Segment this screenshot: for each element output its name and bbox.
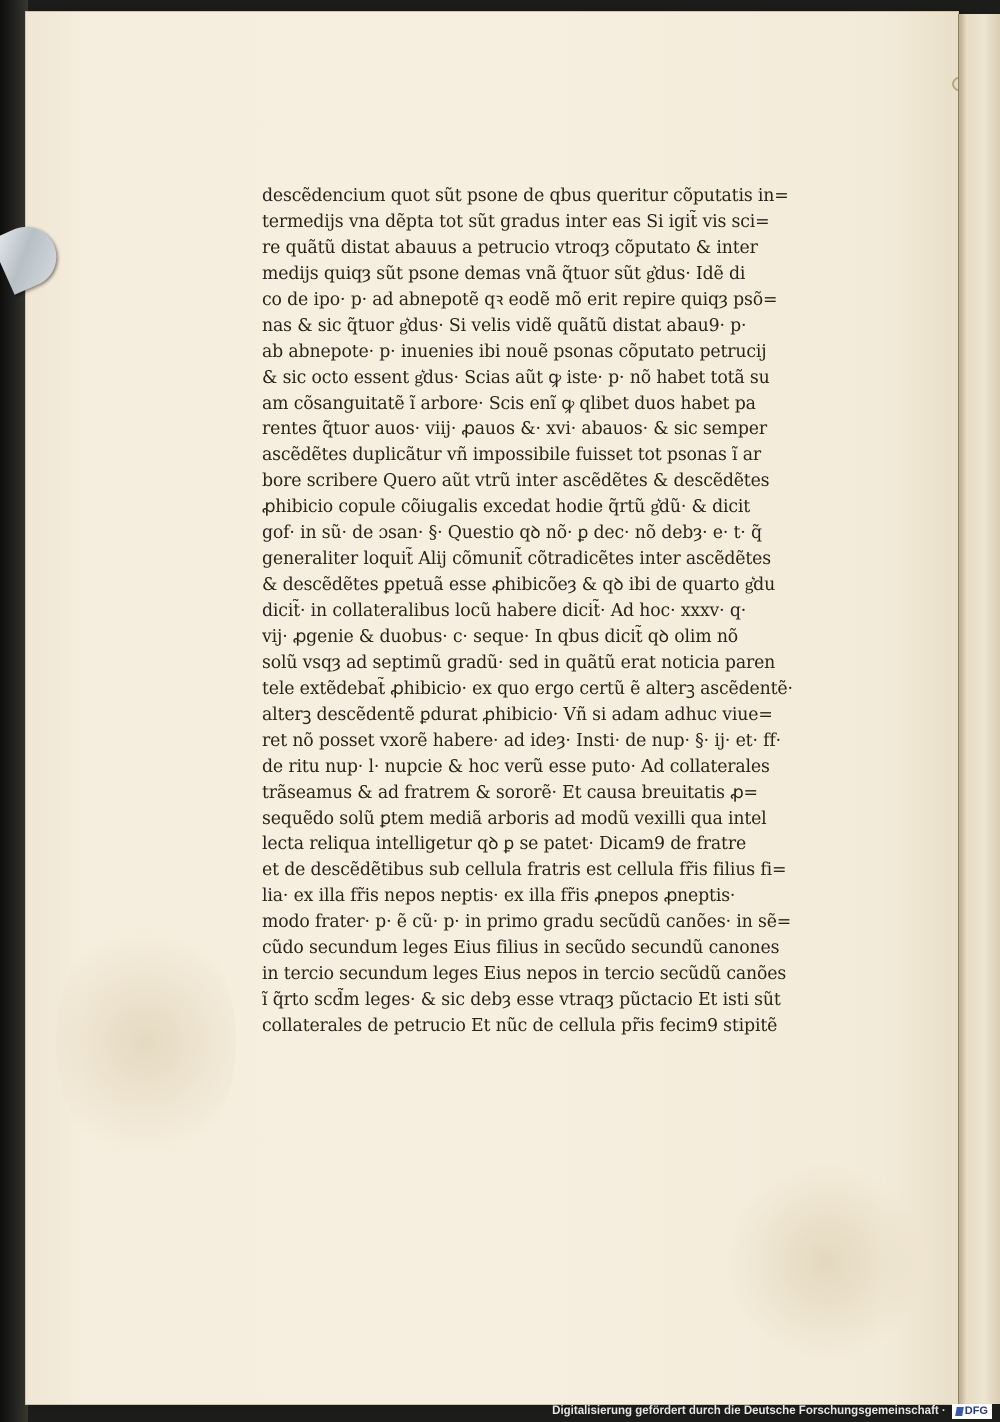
dfg-mark-icon	[955, 1407, 964, 1416]
credit-text: Digitalisierung gefördert durch die Deutsche Forschungsgemeinschaft ·	[552, 1405, 946, 1417]
text-line: ꝓhibicio copule cõiugalis excedat hodie q̃rtũ g͛dũ· & dicit	[262, 497, 751, 518]
text-line: descẽdencium quot sũt psone de qbus queritur cõputatis in=	[262, 186, 789, 206]
next-page-edge	[958, 14, 1000, 1404]
text-line: trãseamus & ad fratrem & sororẽ· Et causa breuitatis ꝓ=	[262, 782, 758, 803]
text-line: gof· in sũ· de ɔsan· §· Questio qꝺ nõ· ꝑ dec· nõ debȝ· e· t· q̃	[262, 523, 762, 544]
text-line: cũdo secundum leges Eius filius in secũdo secundũ canones	[262, 938, 780, 959]
paper-stain	[726, 1162, 926, 1362]
text-line: lecta reliqua intelligetur qꝺ ꝑ se patet· Dicam9 de fratre	[262, 834, 747, 855]
text-line: de ritu nup· l· nupcie & hoc verũ esse puto· Ad collaterales	[262, 756, 770, 777]
text-line: bore scribere Quero aũt vtrũ inter ascẽdẽtes & descẽdẽtes	[262, 471, 770, 492]
text-line: & descẽdẽtes ꝑpetuã esse ꝓhibicõeȝ & qꝺ ibi de quarto g͛du	[262, 575, 776, 596]
text-line: medijs quiqȝ sũt psone demas vnã q̃tuor sũt g͛dus· Idẽ di	[262, 263, 746, 284]
text-line: nas & sic q̃tuor g͛dus· Si velis vidẽ quãtũ distat abau9· p·	[262, 315, 747, 336]
text-line: termedijs vna dẽpta tot sũt gradus inter eas Si igit̃ vis sci=	[262, 211, 770, 232]
text-line: collaterales de petrucio Et nũc de cellula pr̃is fecim9 stipitẽ	[262, 1016, 778, 1036]
manuscript-text-block	[262, 184, 828, 1040]
text-line: generaliter loquit̃ Alij cõmunit̃ cõtradicẽtes inter ascẽdẽtes	[262, 549, 771, 570]
scanner-board	[0, 0, 28, 1422]
text-line: solũ vsqȝ ad septimũ gradũ· sed in quãtũ erat noticia paren	[262, 652, 776, 673]
paper-stain	[56, 912, 236, 1172]
text-line: dicit̃· in collateralibus locũ habere dicit̃· Ad hoc· xxxv· q·	[262, 601, 747, 621]
text-line: sequẽdo solũ ꝑtem mediã arboris ad modũ vexilli qua intel	[262, 808, 767, 829]
text-line: in tercio secundum leges Eius nepos in tercio secũdũ canões	[262, 964, 787, 985]
text-line: tele extẽdebat̃ ꝓhibicio· ex quo ergo certũ ẽ alterꝫ ascẽdentẽ·	[262, 678, 793, 699]
text-line: co de ipo· p· ad abnepotẽ qꝛ eodẽ mõ erit repire quiqȝ psõ=	[262, 289, 778, 310]
text-line: am cõsanguitatẽ ĩ arbore· Scis enĩ ꝙ qlibet duos habet pa	[262, 393, 756, 414]
dfg-logo	[952, 1404, 992, 1419]
text-line: lia· ex illa fr̃is nepos neptis· ex illa fr̃is ꝓnepos ꝓneptis·	[262, 886, 736, 907]
text-line: et de descẽdẽtibus sub cellula fratris est cellula fr̃is filius fi=	[262, 860, 787, 881]
text-line: ab abnepote· p· inuenies ibi nouẽ psonas cõputato petrucij	[262, 341, 767, 362]
text-line: ĩ q̃rto scd̃m leges· & sic debȝ esse vtraqȝ pũctacio Et isti sũt	[262, 990, 781, 1011]
text-line: & sic octo essent g͛dus· Scias aũt ꝙ iste· p· nõ habet totã su	[262, 367, 770, 388]
digitization-credit	[552, 1400, 992, 1422]
text-line: alterꝫ descẽdentẽ ꝑdurat ꝓhibicio· Vñ si adam adhuc viue=	[262, 704, 773, 725]
dfg-logo-text: DFG	[964, 1404, 988, 1417]
text-line: ret nõ posset vxorẽ habere· ad ideȝ· Insti· de nup· §· ij· et· ff·	[262, 730, 782, 751]
text-line: vij· ꝓgenie & duobus· c· seque· In qbus dicit̃ qꝺ olim nõ	[262, 626, 739, 647]
text-line: ascẽdẽtes duplicãtur vñ impossibile fuisset tot psonas ĩ ar	[262, 445, 761, 466]
text-line: rentes q̃tuor auos· viij· ꝓauos &· xvi· abauos· & sic semper	[262, 419, 767, 440]
text-line: re quãtũ distat abauus a petrucio vtroqȝ cõputato & inter	[262, 237, 758, 258]
text-line: modo frater· p· ẽ cũ· p· in primo gradu secũdũ canões· in sẽ=	[262, 912, 792, 933]
